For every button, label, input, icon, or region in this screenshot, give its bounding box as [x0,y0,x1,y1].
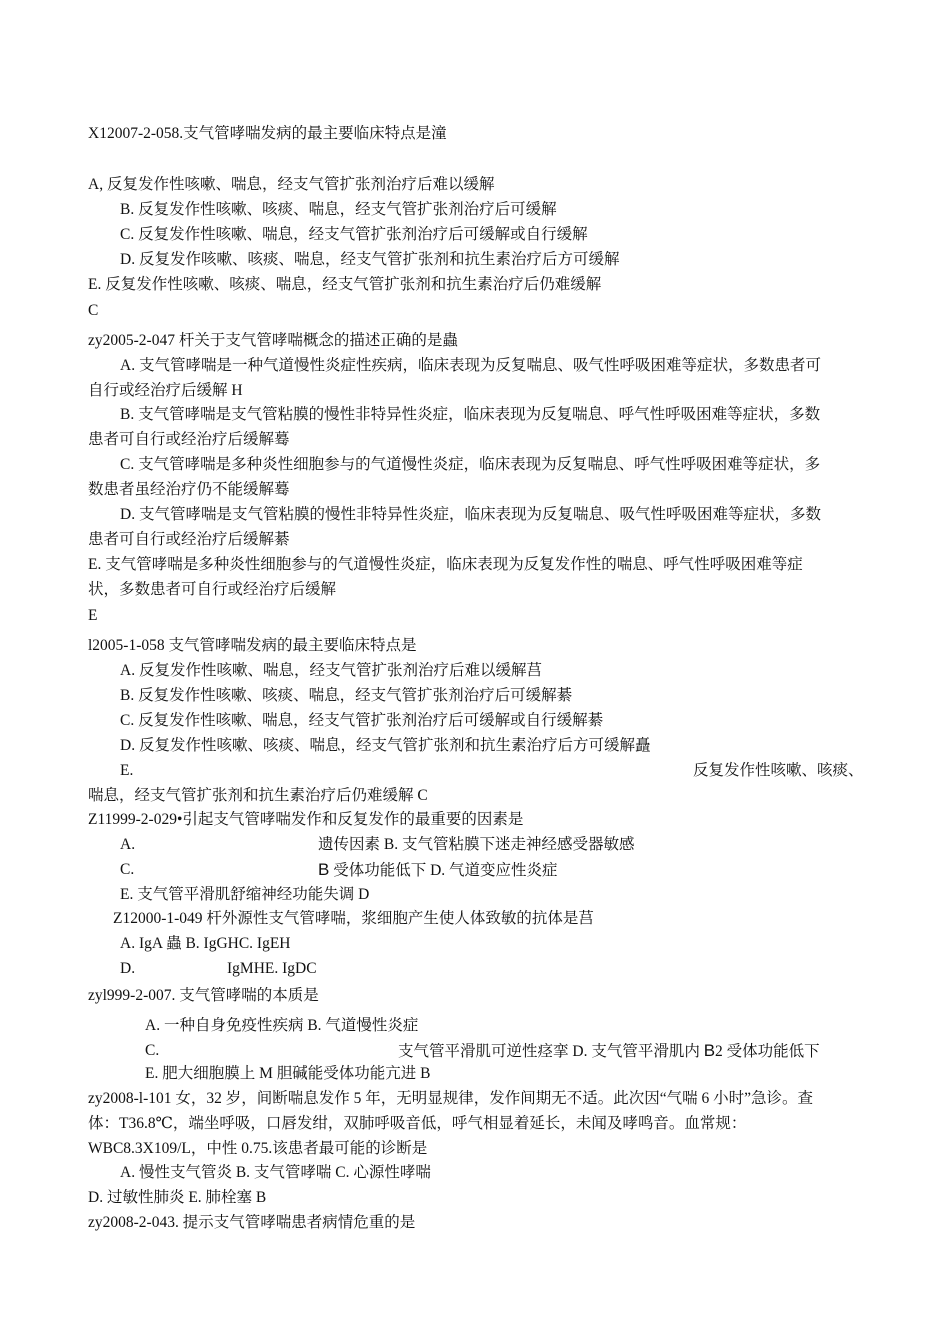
question-2-option-c-line1: C. 支气管哮喘是多种炎性细胞参与的气道慢性炎症，临床表现为反复喘息、呼气性呼吸困难等症状，多 [120,456,821,473]
question-6-options-c-d: 支气管平滑肌可逆性痉挛 D. 支气管平滑肌内 B2 受体功能低下 [398,1041,820,1060]
beta-symbol: B [703,1041,716,1060]
question-3-option-e-text: 反复发作性咳嗽、咳痰、 [693,762,864,779]
question-1-option-c: C. 反复发作性咳嗽、喘息，经支气管扩张剂治疗后可缓解或自行缓解 [120,226,588,243]
question-1-stem: X12007-2-058.支气管哮喘发病的最主要临床特点是潼 [88,125,447,142]
question-4-stem: Z11999-2-029•引起支气管哮喘发作和反复发作的最重要的因素是 [88,811,524,828]
question-3-option-b: B. 反复发作性咳嗽、咳痰、喘息，经支气管扩张剂治疗后可缓解綦 [120,687,573,704]
question-5-stem: Z12000-1-049 杆外源性支气管哮喘，浆细胞产生使人体致敏的抗体是莒 [113,910,594,927]
question-2-option-d-line2: 患者可自行或经治疗后缓解綦 [88,531,290,548]
question-2-option-c-line2: 数患者虽经治疗仍不能缓解蓦 [88,481,290,498]
question-2-option-b-line2: 患者可自行或经治疗后缓解蓦 [88,431,290,448]
question-1-option-d: D. 反复发作咳嗽、咳痰、喘息，经支气管扩张剂和抗生素治疗后方可缓解 [120,251,620,268]
question-2-option-b-line1: B. 支气管哮喘是支气管粘膜的慢性非特异性炎症，临床表现为反复喘息、呼气性呼吸困难等症状，多数 [120,406,821,423]
question-5-options-d-e: IgMHE. IgDC [227,960,317,977]
question-1-option-e: E. 反复发作性咳嗽、咳痰、喘息，经支气管扩张剂和抗生素治疗后仍难缓解 [88,276,602,293]
question-2-option-e-line1: E. 支气管哮喘是多种炎性细胞参与的气道慢性炎症，临床表现为反复发作性的喘息、呼气性呼吸困难等症 [88,556,803,573]
question-7-options-a-c: A. 慢性支气管炎 B. 支气管哮喘 C. 心源性哮喘 [120,1164,431,1181]
question-6-option-e: E. 肥大细胞膜上 M 胆碱能受体功能亢进 B [145,1065,431,1082]
question-3-option-d: D. 反复发作性咳嗽、咳痰、喘息，经支气管扩张剂和抗生素治疗后方可缓解矗 [120,737,651,754]
question-8-stem: zy2008-2-043. 提示支气管哮喘患者病情危重的是 [88,1214,416,1231]
question-3-option-e-label: E. [120,762,134,779]
question-4-option-c-label: C. [120,861,135,878]
question-6-stem: zyl999-2-007. 支气管哮喘的本质是 [88,987,319,1004]
question-4-options-a-b: 遗传因素 B. 支气管粘膜下迷走神经感受器敏感 [318,836,635,853]
question-6-option-c-label: C. [145,1042,160,1059]
question-2-option-a-line2: 自行或经治疗后缓解 H [88,382,243,399]
question-3-option-e-continued: 喘息，经支气管扩张剂和抗生素治疗后仍难缓解 C [88,787,428,804]
question-2-answer: E [88,607,98,624]
question-7-stem-line1: zy2008-l-101 女，32 岁，间断喘息发作 5 年，无明显规律，发作间期无不适。此次因“气喘 6 小时”急诊。查 [88,1090,814,1107]
question-1-option-a: A, 反复发作性咳嗽、喘息，经支气管扩张剂治疗后难以缓解 [88,176,495,193]
question-4-option-e: E. 支气管平滑肌舒缩神经功能失调 D [120,886,370,903]
question-4-options-c-d: B 受体功能低下 D. 气道变应性炎症 [318,860,558,879]
question-3-stem: l2005-1-058 支气管哮喘发病的最主要临床特点是 [88,637,417,654]
question-7-stem-line3: WBC8.3X109/L，中性 0.75.该患者最可能的诊断是 [88,1140,428,1157]
question-2-stem: zy2005-2-047 杆关于支气管哮喘概念的描述正确的是蟲 [88,332,458,349]
question-5-option-d-label: D. [120,960,136,977]
question-4-option-a-label: A. [120,836,136,853]
question-1-answer: C [88,302,99,319]
beta-symbol: B [318,860,330,879]
question-3-option-a: A. 反复发作性咳嗽、喘息，经支气管扩张剂治疗后难以缓解莒 [120,662,542,679]
question-6-options-a-b: A. 一种自身免疫性疾病 B. 气道慢性炎症 [145,1017,419,1034]
question-1-option-b: B. 反复发作性咳嗽、咳痰、喘息，经支气管扩张剂治疗后可缓解 [120,201,557,218]
question-2-option-a-line1: A. 支气管哮喘是一种气道慢性炎症性疾病，临床表现为反复喘息、吸气性呼吸困难等症状，多数患者可 [120,357,821,374]
question-7-stem-line2: 体：T36.8℃，端坐呼吸，口唇发绀，双肺呼吸音低，呼气相显着延长，未闻及哮鸣音。血常规： [88,1115,747,1132]
question-2-option-d-line1: D. 支气管哮喘是支气管粘膜的慢性非特异性炎症，临床表现为反复喘息、吸气性呼吸困难等症状，多数 [120,506,821,523]
question-2-option-e-line2: 状，多数患者可自行或经治疗后缓解 [88,581,337,598]
question-3-option-c: C. 反复发作性咳嗽、喘息，经支气管扩张剂治疗后可缓解或自行缓解綦 [120,712,604,729]
question-7-options-d-e: D. 过敏性肺炎 E. 肺栓塞 B [88,1189,267,1206]
question-5-options-a-c: A. IgA 蟲 B. IgGHC. IgEH [120,935,291,952]
